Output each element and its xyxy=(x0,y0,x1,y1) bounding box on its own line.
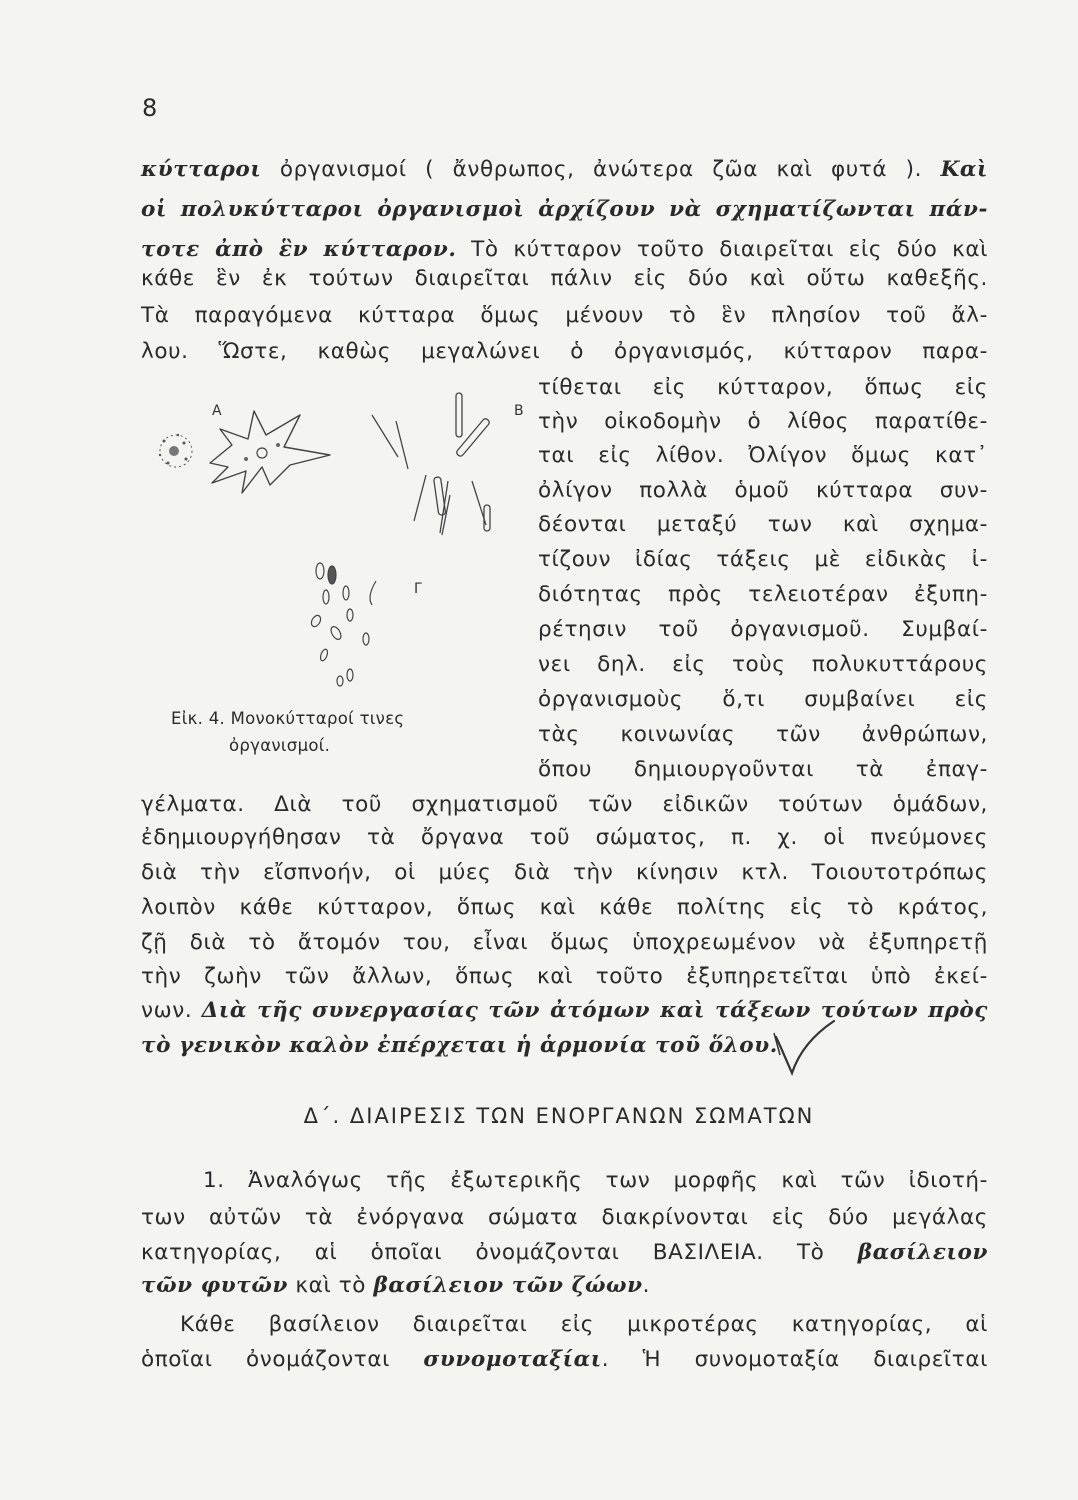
text-line-32: ὁποῖαι ὀνομάζονται συνομοταξίαι. Ἡ συνομοταξία διαιρεῖται xyxy=(141,1347,989,1372)
text-line-31: Κάθε βασίλειον διαιρεῖται εἰς μικροτέρας κατηγορίας, αἱ xyxy=(180,1312,988,1337)
figure-caption-line-2: ὀργανισμοί. xyxy=(229,736,331,755)
text-line-20: ἐδημιουργήθησαν τὰ ὄργανα τοῦ σώματος, π. χ. οἱ πνεύμονες xyxy=(141,825,988,850)
figure-label-a: Α xyxy=(212,403,222,419)
handwritten-check-mark xyxy=(770,1015,840,1085)
text-line-25: νων. Διὰ τῆς συνεργασίας τῶν ἀτόμων καὶ τάξεων τούτων πρὸς xyxy=(141,998,988,1023)
figure-caption-line-1: Εἰκ. 4. Μονοκύτταροί τινες xyxy=(171,709,405,728)
text-line-9: ται εἰς λίθον. Ὀλίγον ὅμως κατ᾽ xyxy=(538,443,988,468)
text-line-8: τὴν οἰκοδομὴν ὁ λίθος παρατίθε- xyxy=(538,409,988,434)
text-line-12: τίζουν ἰδίας τάξεις μὲ εἰδικὰς ἰ- xyxy=(538,547,988,572)
amoeba-drawing xyxy=(210,411,330,493)
text-line-3: τοτε ἀπὸ ἓν κύτταρον. Τὸ κύτταρον τοῦτο διαιρεῖται εἰς δύο καὶ xyxy=(141,237,989,262)
round-cell-drawing xyxy=(159,434,192,467)
text-line-27: 1. Ἀναλόγως τῆς ἐξωτερικῆς των μορφῆς καὶ τῶν ἰδιοτή- xyxy=(203,1168,988,1193)
figure-unicellular-organisms xyxy=(150,385,530,695)
text-line-17: τὰς κοινωνίας τῶν ἀνθρώπων, xyxy=(538,722,988,747)
rod-bacteria-drawing xyxy=(372,393,490,535)
text-line-18: ὅπου δημιουργοῦνται τὰ ἐπαγ- xyxy=(538,757,988,782)
coccus-bacteria-drawing xyxy=(310,563,376,686)
text-line-13: διότητας πρὸς τελειοτέραν ἐξυπη- xyxy=(538,582,988,607)
text-line-28: των αὐτῶν τὰ ἐνόργανα σώματα διακρίνονται εἰς δύο μεγάλας xyxy=(141,1205,988,1230)
text-line-4: κάθε ἓν ἐκ τούτων διαιρεῖται πάλιν εἰς δύο καὶ οὕτω καθεξῆς. xyxy=(141,266,988,291)
text-line-2: οἱ πολυκύτταροι ὀργανισμοὶ ἀρχίζουν νὰ σχηματίζωνται πάν- xyxy=(141,197,988,222)
text-line-24: τὴν ζωὴν τῶν ἄλλων, ὅπως καὶ τοῦτο ἐξυπηρετεῖται ὑπὸ ἐκεί- xyxy=(141,964,988,989)
page-number: 8 xyxy=(142,94,159,122)
figure-label-c: Γ xyxy=(414,581,422,597)
section-heading: Δ΄. ΔΙΑΙΡΕΣΙΣ ΤΩΝ ΕΝΟΡΓΑΝΩΝ ΣΩΜΑΤΩΝ xyxy=(303,1104,815,1128)
text-line-19: γέλματα. Διὰ τοῦ σχηματισμοῦ τῶν εἰδικῶν τούτων ὁμάδων, xyxy=(141,792,988,817)
text-line-22: λοιπὸν κάθε κύτταρον, ὅπως καὶ κάθε πολίτης εἰς τὸ κράτος, xyxy=(141,895,988,920)
text-line-23: ζῇ διὰ τὸ ἄτομόν του, εἶναι ὅμως ὑποχρεωμένον νὰ ἐξυπηρετῇ xyxy=(141,930,988,955)
text-line-29: κατηγορίας, αἱ ὁποῖαι ὀνομάζονται ΒΑΣΙΛΕΙΑ. Τὸ βασίλειον xyxy=(141,1240,988,1265)
text-line-16: ὀργανισμοὺς ὅ,τι συμβαίνει εἰς xyxy=(538,687,988,712)
figure-label-b: Β xyxy=(514,403,524,419)
text-line-21: διὰ τὴν εἴσπνοήν, οἱ μύες διὰ τὴν κίνησιν κτλ. Τοιουτοτρόπως xyxy=(141,860,988,885)
text-line-7: τίθεται εἰς κύτταρον, ὅπως εἰς xyxy=(538,375,988,400)
text-line-14: ρέτησιν τοῦ ὀργανισμοῦ. Συμβαί- xyxy=(538,617,988,642)
text-line-26: τὸ γενικὸν καλὸν ἐπέρχεται ἡ ἁρμονία τοῦ ὅλου. xyxy=(141,1033,778,1058)
text-line-5: Τὰ παραγόμενα κύτταρα ὅμως μένουν τὸ ἓν πλησίον τοῦ ἄλ- xyxy=(141,303,988,328)
text-line-30: τῶν φυτῶν καὶ τὸ βασίλειον τῶν ζώων. xyxy=(141,1273,651,1298)
text-line-6: λου. Ὥστε, καθὼς μεγαλώνει ὁ ὀργανισμός, κύτταρον παρα- xyxy=(141,339,988,364)
text-line-11: δέονται μεταξύ των καὶ σχημα- xyxy=(538,512,988,537)
text-line-10: ὀλίγον πολλὰ ὁμοῦ κύτταρα συν- xyxy=(538,478,988,503)
text-line-15: νει δηλ. εἰς τοὺς πολυκυττάρους xyxy=(538,652,988,677)
text-line-1: κύτταροι ὀργανισμοί ( ἄνθρωπος, ἀνώτερα ζῶα καὶ φυτά ). Καὶ xyxy=(141,157,988,182)
